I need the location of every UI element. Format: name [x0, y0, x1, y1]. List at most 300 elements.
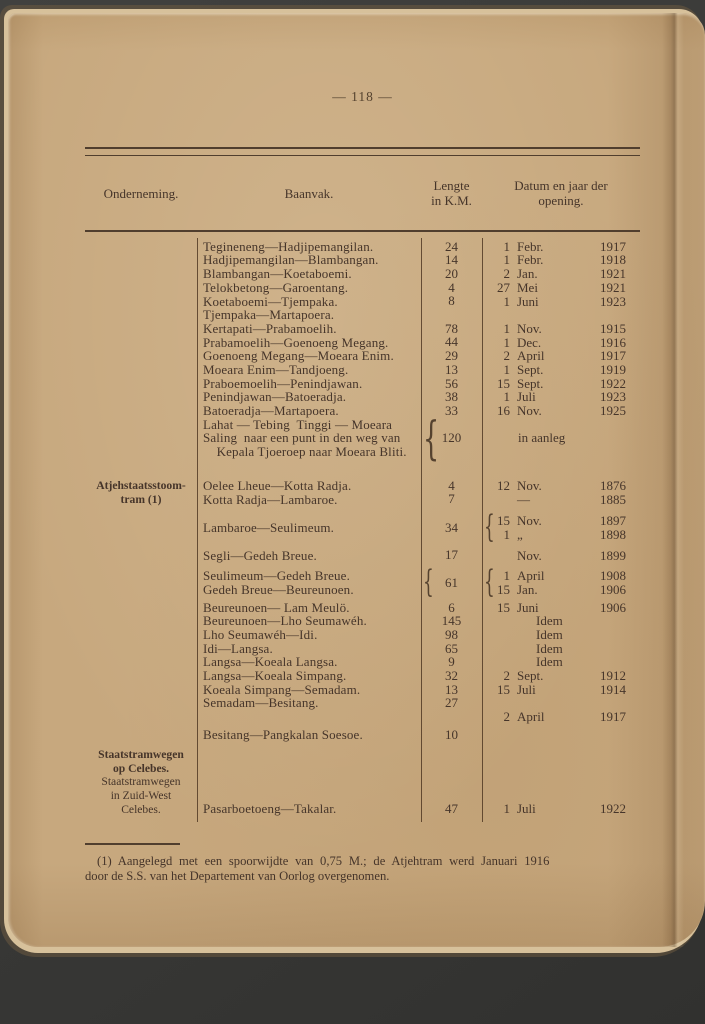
- datum-cell: [482, 479, 640, 493]
- onderneming-cell: [85, 569, 197, 596]
- datum-month: Juli: [517, 681, 536, 697]
- baanvak-line: Blambangan—Koetaboemi.: [203, 266, 352, 282]
- datum-day: 12: [497, 477, 510, 493]
- baanvak-cell: [197, 696, 421, 710]
- baanvak-cell: [197, 493, 421, 507]
- onderneming-cell: [85, 267, 197, 281]
- datum-cell: [482, 295, 640, 309]
- table-row: [85, 628, 640, 642]
- onderneming-cell: [85, 418, 197, 459]
- table-row: [85, 479, 640, 493]
- baanvak-line: Seulimeum—Gedeh Breue.: [203, 568, 350, 584]
- lengte-cell: 24: [445, 238, 458, 254]
- onderneming-cell: [85, 295, 197, 309]
- datum-line: [482, 614, 640, 628]
- table-row: [85, 322, 640, 336]
- datum-month: Jan.: [517, 266, 538, 282]
- datum-cell: [482, 549, 640, 563]
- onderneming-cell: [85, 628, 197, 642]
- table-row: [85, 363, 640, 377]
- datum-line: [482, 710, 640, 724]
- datum-cell: [482, 390, 640, 404]
- datum-line: [482, 322, 640, 336]
- datum-year: 1918: [600, 252, 626, 268]
- datum-month: Nov.: [517, 547, 542, 563]
- baanvak-cell: [197, 802, 421, 816]
- datum-line: [482, 583, 640, 597]
- baanvak-cell: [197, 614, 421, 628]
- baanvak-cell: [197, 295, 421, 309]
- baanvak-cell: [197, 628, 421, 642]
- header-onderneming: Onderneming.: [103, 185, 179, 201]
- datum-cell: [482, 614, 640, 628]
- lengte-cell: 14: [445, 252, 458, 268]
- datum-day: 27: [497, 279, 510, 295]
- baanvak-line: Batoeradja—Martapoera.: [203, 403, 339, 419]
- table-row: [85, 267, 640, 281]
- datum-cell: [482, 404, 640, 418]
- lengte-cell: 13: [445, 361, 458, 377]
- baanvak-line: Segli—Gedeh Breue.: [203, 547, 317, 563]
- datum-day: 1: [503, 389, 510, 405]
- datum-year: 1922: [600, 375, 626, 391]
- baanvak-line: Lambaroe—Seulimeum.: [203, 520, 335, 536]
- table-row: [85, 802, 640, 816]
- baanvak-line: Penindjawan—Batoeradja.: [203, 389, 347, 405]
- lengte-cell: 61: [445, 574, 458, 590]
- datum-day: 2: [503, 709, 510, 725]
- baanvak-line: Saling naar een punt in den weg van: [203, 430, 401, 446]
- datum-year: 1914: [600, 681, 626, 697]
- baanvak-line: Koeala Simpang—Semadam.: [203, 681, 361, 697]
- baanvak-line: Oelee Lheue—Kotta Radja.: [203, 477, 352, 493]
- table-row: [85, 683, 640, 697]
- onderneming-cell: op Celebes.: [112, 761, 170, 775]
- table-row: [85, 308, 640, 322]
- datum-year: 1916: [600, 334, 626, 350]
- lengte-cell: 29: [445, 348, 458, 364]
- baanvak-cell: [197, 683, 421, 697]
- datum-year: 1917: [600, 238, 626, 254]
- baanvak-cell: [197, 655, 421, 669]
- datum-month: Febr.: [517, 252, 544, 268]
- lengte-cell: 38: [445, 389, 458, 405]
- datum-month: Mei: [517, 279, 538, 295]
- onderneming-cell: [85, 614, 197, 628]
- onderneming-cell: [85, 308, 197, 322]
- datum-day: 1: [503, 361, 510, 377]
- baanvak-line: Besitang—Pangkalan Soesoe.: [203, 726, 363, 742]
- datum-line: [482, 655, 640, 669]
- baanvak-line: Koetaboemi—Tjempaka.: [203, 293, 338, 309]
- lengte-cell: 44: [445, 334, 458, 350]
- onderneming-cell: [85, 349, 197, 363]
- datum-cell: [482, 240, 640, 254]
- onderneming-cell: [85, 696, 197, 710]
- datum-day: 1: [503, 320, 510, 336]
- datum-day: 1: [503, 568, 510, 584]
- baanvak-cell: [197, 710, 421, 724]
- onderneming-cell: Celebes.: [121, 802, 161, 816]
- datum-day: 15: [497, 581, 510, 597]
- table-row: [85, 549, 640, 563]
- datum-cell: [482, 565, 640, 601]
- baanvak-line: Tegineneng—Hadjipemangilan.: [203, 238, 374, 254]
- lengte-cell: 9: [448, 654, 455, 670]
- datum-line: [482, 683, 640, 697]
- baanvak-line: Semadam—Besitang.: [203, 695, 319, 711]
- baanvak-cell: [197, 322, 421, 336]
- onderneming-cell: [85, 240, 197, 254]
- datum-line: [482, 669, 640, 683]
- datum-raw: Idem: [536, 640, 563, 656]
- datum-day: 1: [503, 801, 510, 817]
- datum-cell: [482, 710, 640, 724]
- lengte-cell: [421, 775, 482, 789]
- lengte-cell: 8: [448, 293, 455, 309]
- table-row: [85, 377, 640, 391]
- datum-day: 1: [503, 293, 510, 309]
- table-block: [85, 479, 640, 742]
- lengte-cell: 4: [448, 477, 455, 493]
- baanvak-line: Kotta Radja—Lambaroe.: [203, 491, 338, 507]
- onderneming-cell: [85, 728, 197, 742]
- datum-cell: [482, 761, 640, 775]
- table-row: [85, 349, 640, 363]
- lengte-cell: 10: [445, 726, 458, 742]
- lengte-cell: 7: [448, 491, 455, 507]
- datum-month: Juli: [517, 389, 536, 405]
- datum-line: [482, 295, 640, 309]
- table-row: [85, 696, 640, 710]
- lengte-cell: 98: [445, 626, 458, 642]
- baanvak-line: Langsa—Koeala Simpang.: [203, 668, 347, 684]
- footnote: [85, 854, 642, 884]
- table-row: [85, 748, 640, 762]
- datum-cell: [482, 655, 640, 669]
- baanvak-line: Moeara Enim—Tandjoeng.: [203, 361, 349, 377]
- table-body: [85, 232, 640, 822]
- datum-month: „: [517, 526, 523, 542]
- datum-cell: [482, 642, 640, 656]
- baanvak-cell: [197, 761, 421, 775]
- datum-cell: [482, 748, 640, 762]
- baanvak-cell: [197, 789, 421, 803]
- datum-day: 1: [503, 238, 510, 254]
- baanvak-cell: [197, 569, 421, 596]
- datum-cell: [482, 418, 640, 459]
- datum-year: 1885: [600, 491, 626, 507]
- baanvak-line: Goenoeng Megang—Moeara Enim.: [203, 348, 394, 364]
- datum-cell: [482, 789, 640, 803]
- table-row: [85, 601, 640, 615]
- datum-month: April: [517, 709, 545, 725]
- datum-cell: [482, 669, 640, 683]
- baanvak-line: Lho Seumawéh—Idi.: [203, 627, 318, 643]
- datum-year: 1919: [600, 361, 626, 377]
- lengte-cell: 13: [445, 681, 458, 697]
- datum-month: Febr.: [517, 238, 544, 254]
- baanvak-cell: [197, 514, 421, 541]
- datum-day: [482, 493, 510, 507]
- baanvak-line: Pasarboetoeng—Takalar.: [203, 801, 337, 817]
- table-row: [85, 336, 640, 350]
- book-page: [8, 13, 705, 947]
- lengte-cell: [421, 748, 482, 762]
- baanvak-line: Gedeh Breue—Beureunoen.: [203, 581, 354, 597]
- datum-line: [482, 377, 640, 391]
- datum-raw: Idem: [536, 613, 563, 629]
- onderneming-cell: [85, 336, 197, 350]
- onderneming-cell: Atjehstaatsstoom-: [96, 479, 186, 493]
- datum-line: [482, 431, 640, 445]
- datum-cell: [482, 802, 640, 816]
- onderneming-cell: [85, 514, 197, 541]
- datum-year: 1921: [600, 279, 626, 295]
- page-number: — 118 —: [332, 89, 393, 104]
- baanvak-cell: [197, 748, 421, 762]
- datum-cell: [482, 601, 640, 615]
- datum-year: 1898: [600, 526, 626, 542]
- baanvak-cell: [197, 308, 421, 322]
- lengte-cell: 20: [445, 266, 458, 282]
- onderneming-cell: [85, 322, 197, 336]
- table-block: [85, 238, 640, 465]
- datum-day: 15: [497, 513, 510, 529]
- table-row: [85, 775, 640, 789]
- baanvak-line: Telokbetong—Garoentang.: [203, 279, 349, 295]
- onderneming-cell: [85, 390, 197, 404]
- baanvak-line: Kepala Tjoeroep naar Moeara Bliti.: [203, 444, 407, 460]
- datum-month: April: [517, 568, 545, 584]
- datum-year: 1908: [600, 568, 626, 584]
- header-datum-line1: Datum en jaar der: [514, 178, 608, 193]
- datum-line: [482, 569, 640, 583]
- header-datum-line2: opening.: [538, 193, 584, 208]
- baanvak-cell: [197, 669, 421, 683]
- baanvak-line: Hadjipemangilan—Blambangan.: [203, 252, 379, 268]
- table-block: [85, 748, 640, 816]
- datum-year: 1921: [600, 266, 626, 282]
- datum-year: 1923: [600, 389, 626, 405]
- datum-cell: [482, 363, 640, 377]
- baanvak-cell: [197, 240, 421, 254]
- footnote-rule: [85, 843, 180, 845]
- baanvak-line: Prabamoelih—Goenoeng Megang.: [203, 334, 389, 350]
- datum-year: 1917: [600, 348, 626, 364]
- table-row: [85, 240, 640, 254]
- baanvak-cell: [197, 267, 421, 281]
- datum-line: [482, 363, 640, 377]
- brace-glyph: {: [484, 565, 495, 601]
- datum-day: 1: [503, 252, 510, 268]
- lengte-cell: 120: [441, 430, 462, 446]
- baanvak-cell: [197, 253, 421, 267]
- datum-line: [482, 336, 640, 350]
- datum-line: [482, 642, 640, 656]
- lengte-cell: 17: [445, 547, 458, 563]
- lengte-cell: 78: [445, 320, 458, 336]
- brace-glyph: {: [484, 510, 495, 546]
- datum-year: 1912: [600, 668, 626, 684]
- brace-glyph: {: [423, 410, 440, 465]
- datum-cell: [482, 377, 640, 391]
- onderneming-cell: Staatstramwegen: [101, 775, 181, 789]
- datum-cell: [482, 696, 640, 710]
- baanvak-line: Tjempaka—Martapoera.: [203, 307, 335, 323]
- datum-line: [482, 349, 640, 363]
- datum-month: Jan.: [517, 581, 538, 597]
- datum-month: —: [517, 491, 530, 507]
- baanvak-cell: [197, 601, 421, 615]
- datum-raw: Idem: [536, 627, 563, 643]
- datum-cell: [482, 628, 640, 642]
- table-row: [85, 253, 640, 267]
- table-header-row: [85, 156, 640, 230]
- datum-month: Sept.: [517, 361, 544, 377]
- railway-table: [85, 147, 640, 822]
- table-row: [85, 789, 640, 803]
- datum-year: 1917: [600, 709, 626, 725]
- datum-year: 1923: [600, 293, 626, 309]
- datum-cell: [482, 336, 640, 350]
- datum-month: Nov.: [517, 320, 542, 336]
- table-top-rule: [85, 147, 640, 156]
- footnote-line-2: door de S.S. van het Departement van Oorlog overgenomen.: [85, 869, 390, 883]
- datum-line: [482, 549, 640, 563]
- datum-year: 1876: [600, 477, 626, 493]
- baanvak-cell: [197, 728, 421, 742]
- datum-day: 2: [503, 266, 510, 282]
- baanvak-cell: [197, 349, 421, 363]
- baanvak-line: Praboemoelih—Penindjawan.: [203, 375, 363, 391]
- datum-cell: [482, 510, 640, 546]
- table-row: [85, 655, 640, 669]
- onderneming-cell: [85, 710, 197, 724]
- datum-raw: Idem: [536, 654, 563, 670]
- datum-cell: [482, 281, 640, 295]
- onderneming-cell: [85, 655, 197, 669]
- datum-month: Nov.: [517, 403, 542, 419]
- baanvak-cell: [197, 479, 421, 493]
- baanvak-cell: [197, 281, 421, 295]
- datum-cell: [482, 322, 640, 336]
- datum-month: Sept.: [517, 375, 544, 391]
- datum-cell: [482, 683, 640, 697]
- datum-year: 1897: [600, 513, 626, 529]
- datum-line: [482, 390, 640, 404]
- datum-cell: [482, 349, 640, 363]
- datum-month: April: [517, 348, 545, 364]
- datum-cell: [482, 775, 640, 789]
- table-row: [85, 493, 640, 507]
- lengte-cell: 65: [445, 640, 458, 656]
- datum-day: [482, 549, 510, 563]
- datum-line: [482, 404, 640, 418]
- header-lengte-line2: in K.M.: [431, 193, 472, 208]
- datum-line: [482, 493, 640, 507]
- datum-year: 1906: [600, 599, 626, 615]
- onderneming-cell: tram (1): [120, 492, 162, 506]
- lengte-cell: 6: [448, 599, 455, 615]
- table-row: [85, 669, 640, 683]
- header-lengte-line1: Lengte: [433, 178, 470, 193]
- datum-line: [482, 802, 640, 816]
- onderneming-cell: [85, 253, 197, 267]
- datum-day: 1: [503, 526, 510, 542]
- table-row: [85, 710, 640, 724]
- onderneming-cell: [85, 683, 197, 697]
- datum-line: [482, 267, 640, 281]
- datum-line: [482, 479, 640, 493]
- lengte-cell: 56: [445, 375, 458, 391]
- datum-year: 1925: [600, 403, 626, 419]
- lengte-cell: 4: [448, 279, 455, 295]
- table-row: [85, 728, 640, 742]
- datum-year: 1906: [600, 581, 626, 597]
- header-lengte: [421, 178, 482, 208]
- datum-day: 16: [497, 403, 510, 419]
- datum-cell: [482, 253, 640, 267]
- baanvak-line: Lahat — Tebing Tinggi — Moeara: [203, 416, 393, 432]
- datum-cell: [482, 267, 640, 281]
- baanvak-cell: [197, 418, 421, 459]
- baanvak-line: Beureunoen—Lho Seumawéh.: [203, 613, 367, 629]
- lengte-cell: 34: [445, 519, 458, 535]
- lengte-cell: 27: [445, 695, 458, 711]
- baanvak-cell: [197, 377, 421, 391]
- page-content: [8, 13, 705, 947]
- table-row: [85, 281, 640, 295]
- datum-cell: [482, 728, 640, 742]
- datum-month: Juni: [517, 293, 539, 309]
- table-row: [85, 642, 640, 656]
- datum-day: 2: [503, 668, 510, 684]
- datum-year: 1899: [600, 547, 626, 563]
- datum-line: [482, 601, 640, 615]
- datum-line: [482, 281, 640, 295]
- table-row: [85, 761, 640, 775]
- onderneming-cell: [85, 601, 197, 615]
- baanvak-line: Langsa—Koeala Langsa.: [203, 654, 338, 670]
- lengte-cell: 47: [445, 801, 458, 817]
- header-datum: [482, 178, 640, 208]
- onderneming-cell: [85, 363, 197, 377]
- brace-glyph: {: [423, 565, 434, 601]
- footnote-line-1: (1) Aangelegd met een spoorwijdte van 0,75 M.; de Atjehtram werd Januari 1916: [97, 854, 550, 868]
- datum-line: [482, 528, 640, 542]
- header-baanvak: Baanvak.: [284, 185, 334, 201]
- datum-year: 1922: [600, 801, 626, 817]
- baanvak-cell: [197, 390, 421, 404]
- datum-cell: [482, 308, 640, 322]
- onderneming-cell: [85, 281, 197, 295]
- baanvak-cell: [197, 642, 421, 656]
- lengte-cell: [421, 710, 482, 724]
- table-row: [85, 404, 640, 418]
- lengte-cell: 145: [441, 613, 462, 629]
- datum-day: 2: [503, 348, 510, 364]
- datum-month: Sept.: [517, 668, 544, 684]
- onderneming-cell: [85, 669, 197, 683]
- onderneming-cell: [85, 377, 197, 391]
- baanvak-cell: [197, 363, 421, 377]
- datum-line: [482, 514, 640, 528]
- baanvak-cell: [197, 775, 421, 789]
- baanvak-cell: [197, 404, 421, 418]
- datum-month: Nov.: [517, 477, 542, 493]
- lengte-cell: 32: [445, 667, 458, 683]
